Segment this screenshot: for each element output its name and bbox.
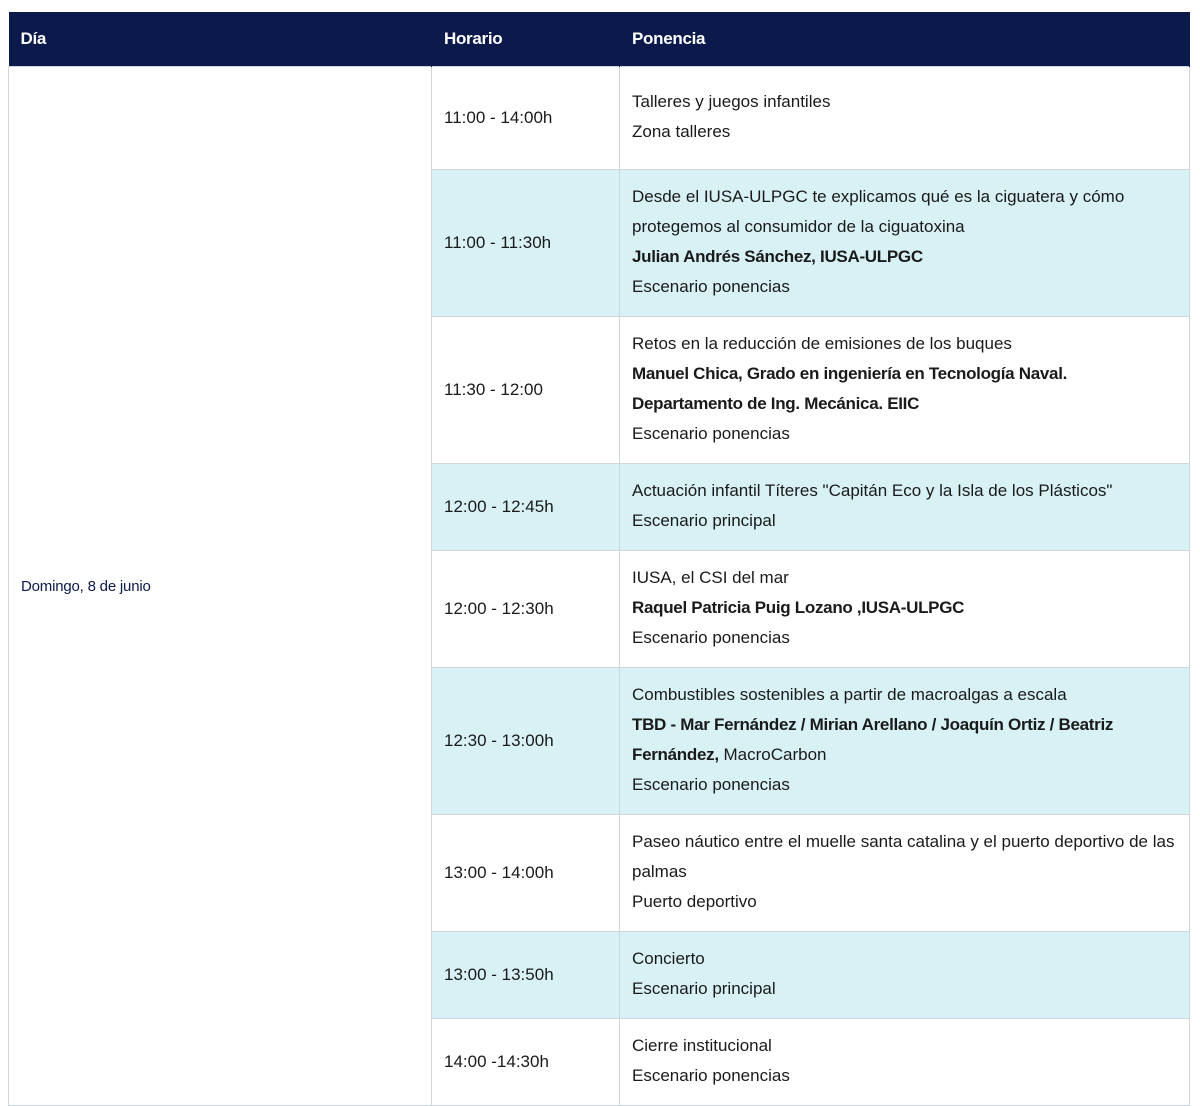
- horario-cell: 14:00 -14:30h: [432, 1019, 620, 1106]
- horario-cell: 12:00 - 12:30h: [432, 551, 620, 668]
- ponencia-cell: [620, 815, 1190, 932]
- ponencia-location: Puerto deportivo: [632, 892, 757, 911]
- dia-cell: Domingo, 8 de junio: [9, 67, 432, 1106]
- ponencia-location: Escenario ponencias: [632, 424, 790, 443]
- ponencia-cell: [620, 464, 1190, 551]
- ponencia-cell: [620, 170, 1190, 317]
- ponencia-location: Zona talleres: [632, 122, 731, 141]
- ponencia-location: Escenario principal: [632, 511, 776, 530]
- ponencia-speaker-line: [632, 710, 1177, 770]
- horario-cell: 13:00 - 14:00h: [432, 815, 620, 932]
- header-ponencia: Ponencia: [620, 12, 1190, 67]
- ponencia-title: IUSA, el CSI del mar: [632, 568, 789, 587]
- horario-cell: 11:00 - 14:00h: [432, 67, 620, 170]
- ponencia-title: Combustibles sostenibles a partir de macroalgas a escala: [632, 685, 1067, 704]
- ponencia-title: Retos en la reducción de emisiones de los buques: [632, 334, 1012, 353]
- header-horario: Horario: [432, 12, 620, 67]
- horario-cell: 12:30 - 13:00h: [432, 668, 620, 815]
- header-dia: Día: [9, 12, 432, 67]
- horario-cell: 11:00 - 11:30h: [432, 170, 620, 317]
- ponencia-title: Paseo náutico entre el muelle santa catalina y el puerto deportivo de las palmas: [632, 832, 1175, 881]
- ponencia-location: Escenario ponencias: [632, 277, 790, 296]
- schedule-container: [8, 12, 1189, 1106]
- ponencia-title: Cierre institucional: [632, 1036, 772, 1055]
- table-body: [9, 67, 1190, 1106]
- horario-cell: 13:00 - 13:50h: [432, 932, 620, 1019]
- ponencia-location: Escenario principal: [632, 979, 776, 998]
- ponencia-location: Escenario ponencias: [632, 1066, 790, 1085]
- ponencia-speaker: Manuel Chica, Grado en ingeniería en Tecnología Naval. Departamento de Ing. Mecánica. EIIC: [632, 364, 1068, 413]
- horario-cell: 12:00 - 12:45h: [432, 464, 620, 551]
- table-header: [9, 12, 1190, 67]
- ponencia-cell: [620, 317, 1190, 464]
- ponencia-title: Desde el IUSA-ULPGC te explicamos qué es la ciguatera y cómo protegemos al consumidor de la ciguatoxina: [632, 187, 1125, 236]
- ponencia-speaker: TBD - Mar Fernández / Mirian Arellano / Joaquín Ortiz / Beatriz Fernández,: [632, 715, 1114, 764]
- ponencia-title: Actuación infantil Títeres "Capitán Eco y la Isla de los Plásticos": [632, 481, 1113, 500]
- table-row: [9, 67, 1190, 170]
- ponencia-title: Talleres y juegos infantiles: [632, 92, 831, 111]
- horario-cell: 11:30 - 12:00: [432, 317, 620, 464]
- ponencia-affiliation: MacroCarbon: [723, 745, 827, 764]
- ponencia-speaker: Julian Andrés Sánchez, IUSA-ULPGC: [632, 247, 923, 266]
- ponencia-cell: [620, 932, 1190, 1019]
- ponencia-title: Concierto: [632, 949, 705, 968]
- ponencia-speaker: Raquel Patricia Puig Lozano ,IUSA-ULPGC: [632, 598, 965, 617]
- ponencia-cell: [620, 1019, 1190, 1106]
- ponencia-cell: [620, 551, 1190, 668]
- ponencia-cell: [620, 67, 1190, 170]
- ponencia-location: Escenario ponencias: [632, 628, 790, 647]
- ponencia-cell: [620, 668, 1190, 815]
- ponencia-location: Escenario ponencias: [632, 775, 790, 794]
- schedule-table: [8, 12, 1190, 1106]
